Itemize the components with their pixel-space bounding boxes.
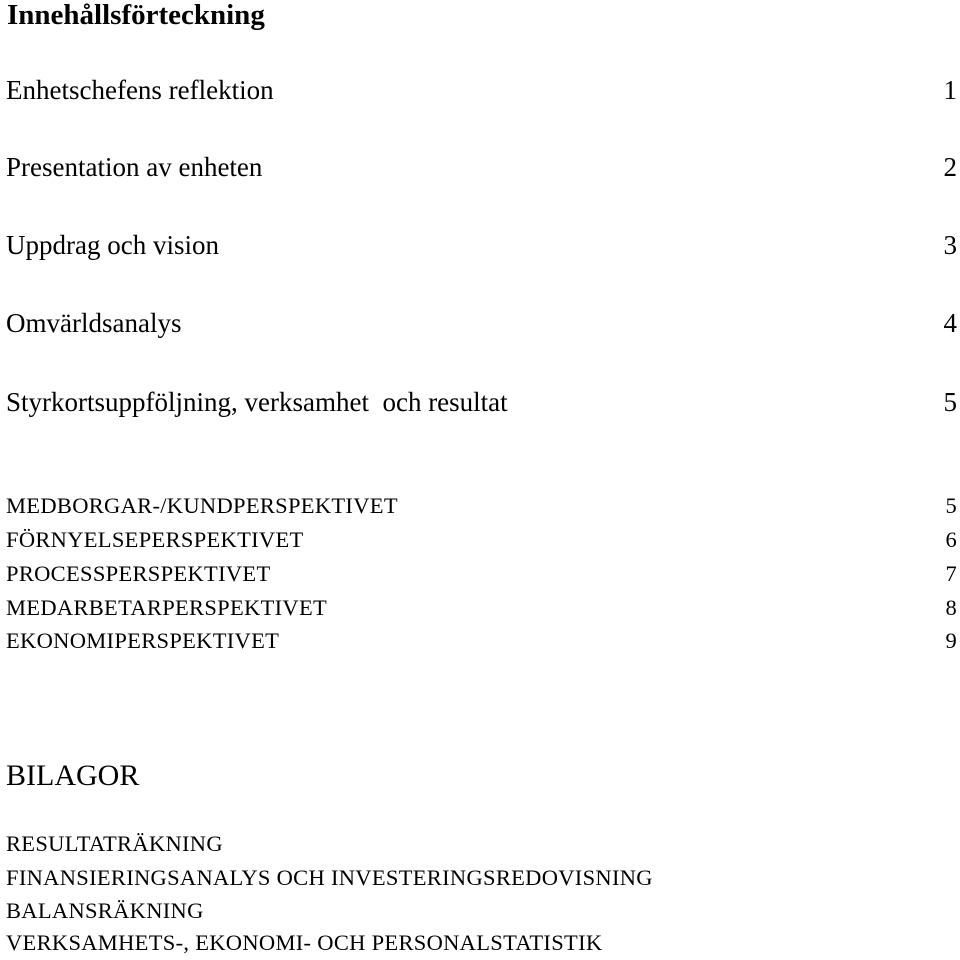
appendix-item[interactable]: BALANSRÄKNING xyxy=(6,898,204,923)
appendix-item[interactable]: FINANSIERINGSANALYS OCH INVESTERINGSREDOVISNING xyxy=(6,865,653,890)
toc-subentry-label: MEDARBETARPERSPEKTIVET xyxy=(6,595,328,620)
toc-entry-label: Presentation av enheten xyxy=(6,152,263,182)
toc-entry-label: Uppdrag och vision xyxy=(6,230,219,260)
toc-entry-page: 2 xyxy=(943,152,957,182)
toc-entry-label: Omvärldsanalys xyxy=(6,308,182,338)
toc-subentry-page: 6 xyxy=(945,527,957,552)
toc-subentry[interactable] xyxy=(6,560,957,587)
toc-subentry-page: 5 xyxy=(945,493,957,518)
toc-subentry-page: 9 xyxy=(945,628,957,653)
toc-entry-page: 1 xyxy=(943,75,957,105)
toc-subentry-label: PROCESSPERSPEKTIVET xyxy=(6,561,271,586)
toc-subentry-page: 8 xyxy=(945,595,957,620)
toc-entry[interactable] xyxy=(6,74,957,106)
toc-subentry[interactable] xyxy=(6,526,957,553)
toc-entry-page: 4 xyxy=(943,308,957,338)
toc-subentry-label: MEDBORGAR-/KUNDPERSPEKTIVET xyxy=(6,493,398,518)
toc-subentry-page: 7 xyxy=(945,561,957,586)
toc-entry-label: Enhetschefens reflektion xyxy=(6,75,274,105)
toc-subentry[interactable] xyxy=(6,492,957,519)
toc-subentry-label: EKONOMIPERSPEKTIVET xyxy=(6,628,280,653)
toc-subentry[interactable] xyxy=(6,594,957,621)
toc-subentry-label: FÖRNYELSEPERSPEKTIVET xyxy=(6,527,304,552)
appendix-item[interactable]: VERKSAMHETS-, EKONOMI- OCH PERSONALSTATISTIK xyxy=(6,930,603,955)
appendix-heading: BILAGOR xyxy=(6,759,140,792)
toc-entry[interactable] xyxy=(6,307,957,339)
toc-subentry[interactable] xyxy=(6,627,957,654)
toc-entry-label: Styrkortsuppföljning, verksamhet och resultat xyxy=(6,387,508,417)
appendix-item[interactable]: RESULTATRÄKNING xyxy=(6,831,223,856)
toc-entry-page: 5 xyxy=(943,387,957,417)
toc-entry[interactable] xyxy=(6,151,957,183)
toc-entry[interactable] xyxy=(6,229,957,261)
toc-entry-page: 3 xyxy=(943,230,957,260)
page-title: Innehållsförteckning xyxy=(7,0,265,31)
toc-entry[interactable] xyxy=(6,386,957,418)
